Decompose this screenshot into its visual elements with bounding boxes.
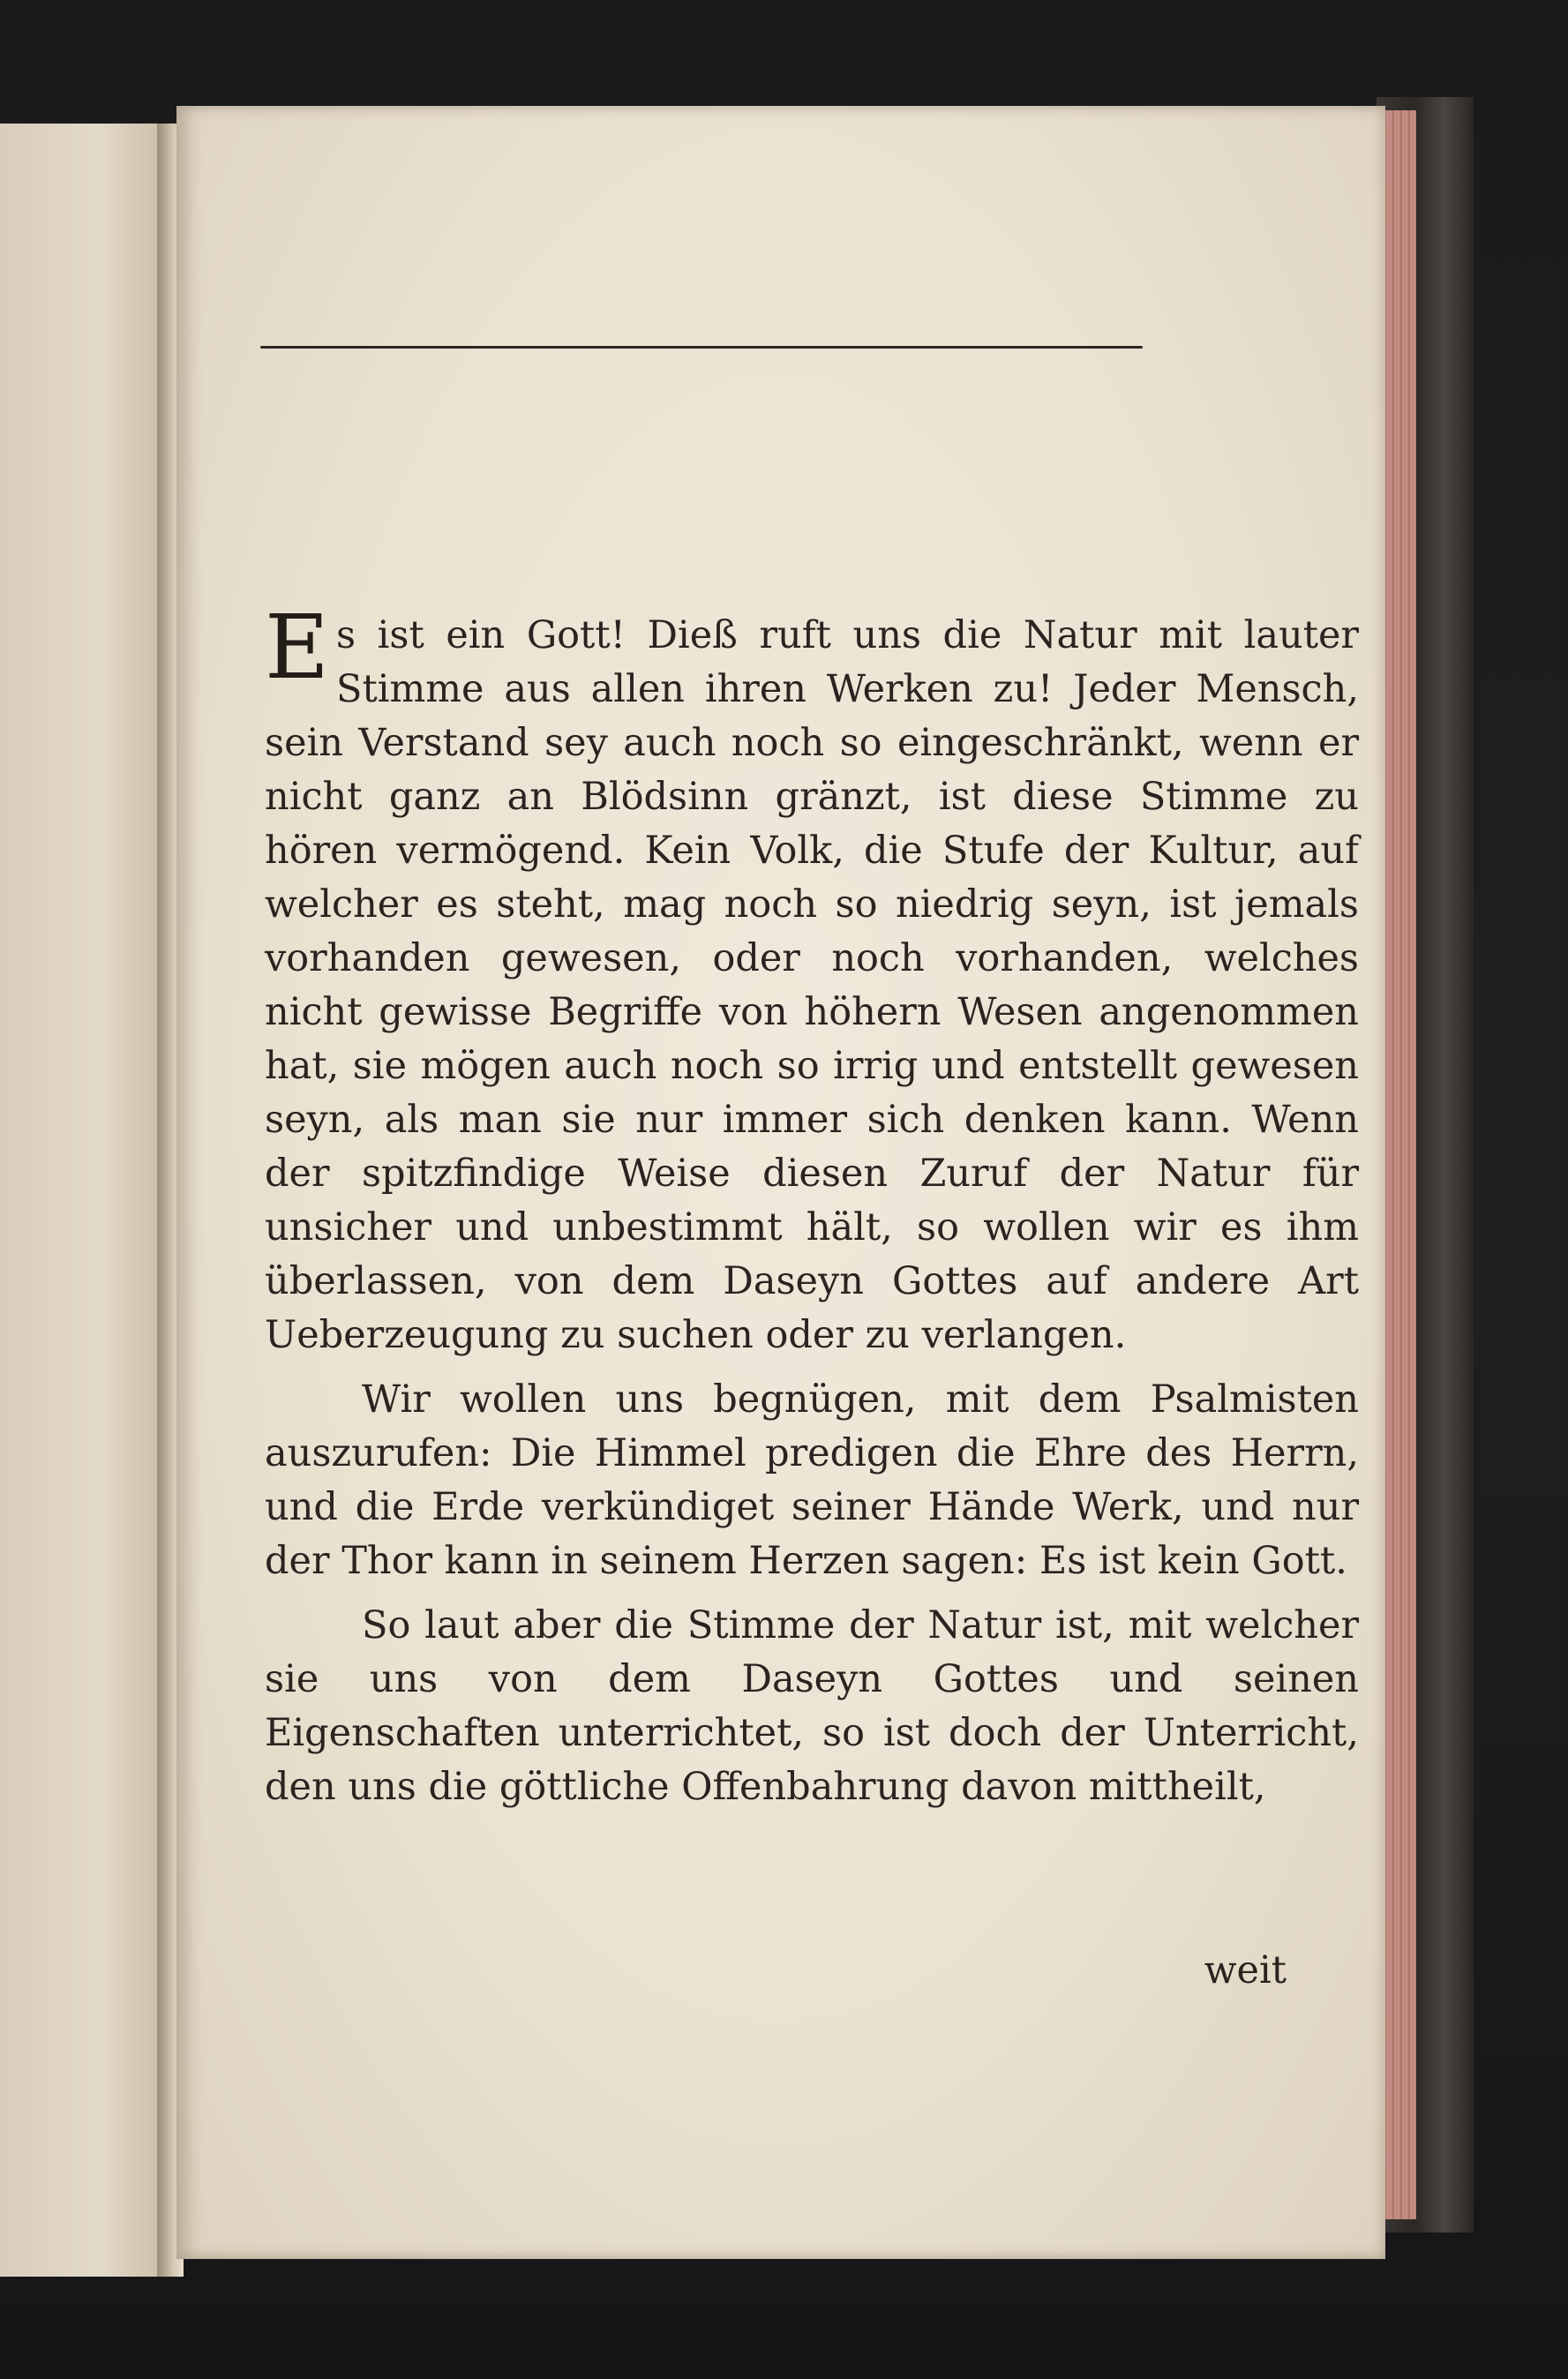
body-text (265, 596, 1359, 1825)
right-page (176, 106, 1385, 2259)
paragraph-2: Wir wollen uns begnügen, mit dem Psalmisten auszurufen: Die Himmel predigen die Ehre des Herrn, und die Erde verkündiget seiner Hände Werk, und nur der Thor kann in seinem Herzen sagen: Es ist kein Gott. (265, 1377, 1359, 1583)
paragraph-1 (265, 596, 1359, 1362)
left-page-edge (0, 124, 170, 2277)
drop-cap: E (265, 596, 329, 699)
paragraph-1-text: s ist ein Gott! Dieß ruft uns die Natur mit lauter Stimme aus allen ihren Werken zu! Jeder Mensch, sein Verstand sey auch noch so eingeschränkt, wenn er nicht ganz an Blödsinn gränzt, ist diese Stimme zu hören vermögend. Kein Volk, die Stufe der Kultur, auf welcher es steht, mag noch so niedrig seyn, ist jemals vorhanden gewesen, oder noch vorhanden, welches nicht gewisse Begriffe von höhern Wesen angenommen hat, sie mögen auch noch so irrig und entstellt gewesen seyn, als man sie nur immer sich denken kann. Wenn der spitzfindige Weise diesen Zuruf der Natur für unsicher und unbestimmt hält, so wollen wir es ihm überlassen, von dem Daseyn Gottes auf andere Art Ueberzeugung zu suchen oder zu verlangen. (265, 613, 1359, 1357)
header-rule (260, 346, 1143, 349)
paragraph-3: So laut aber die Stimme der Natur ist, mit welcher sie uns von dem Daseyn Gottes und seinen Eigenschaften unterrichtet, so ist doch der Unterricht, den uns die göttliche Offenbahrung davon mittheilt, (265, 1603, 1359, 1809)
catchword: weit (1204, 1948, 1287, 1993)
